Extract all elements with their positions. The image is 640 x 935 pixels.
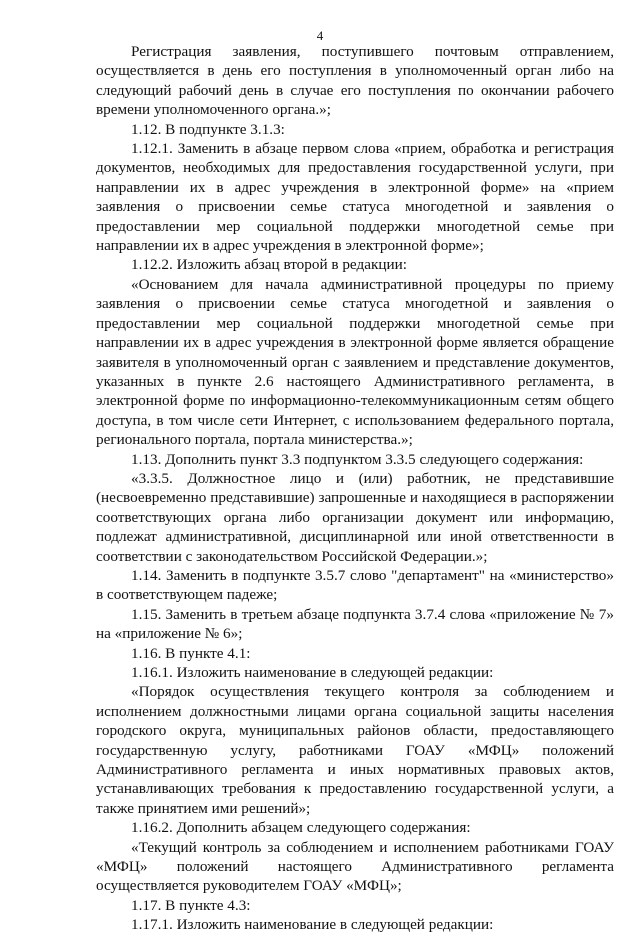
paragraph: 1.12. В подпункте 3.1.3: [131,120,285,138]
paragraph: 1.12.2. Изложить абзац второй в редакции: [131,256,407,274]
page-number: 4 [316,28,324,43]
paragraph: 1.16. В пункте 4.1: [131,644,251,662]
paragraph: Регистрация заявления, поступившего почтовым отправлением, осуществляется в день его поступления в уполномоченный орган либо на следующий рабочий день в случае его поступления по окончании рабочего времени уполномоченного органа.»; [96,43,614,119]
paragraph: 1.13. Дополнить пункт 3.3 подпунктом 3.3.5 следующего содержания: [131,450,584,468]
paragraph: 1.16.1. Изложить наименование в следующей редакции: [131,664,494,681]
paragraph: 1.14. Заменить в подпункте 3.5.7 слово "департамент" на «министерство» в соответствующем падеже; [96,566,614,604]
paragraph: «3.3.5. Должностное лицо и (или) работник, не представившие (несвоевременно представившие) запрошенные и находящиеся в распоряжении соответствующих органа либо организации документ или информацию, подлежат административной, дисциплинарной или иной ответственности в соответствии с законодательством Российской Федерации.»; [96,469,614,565]
document-body [96,42,614,935]
paragraph: 1.15. Заменить в третьем абзаце подпункта 3.7.4 слова «приложение № 7» на «приложение № 6»; [96,605,614,643]
paragraph: «Текущий контроль за соблюдением и исполнением работниками ГОАУ «МФЦ» положений настоящего Административного регламента осуществляется руководителем ГОАУ «МФЦ»; [96,838,614,895]
paragraph: 1.17. В пункте 4.3: [131,896,251,914]
paragraph: 1.16.2. Дополнить абзацем следующего содержания: [131,819,471,837]
paragraph: 1.12.1. Заменить в абзаце первом слова «прием, обработка и регистрация документов, необходимых для предоставления государственной услуги, при направлении их в адрес учреждения в электронной форме» на «прием заявления о присвоении семье статуса многодетной и заявления о предоставлении мер социальной поддержки многодетной семье при направлении их в адрес учреждения в электронной форме»; [96,140,614,255]
paragraph: «Порядок осуществления текущего контроля за соблюдением и исполнением должностными лицами органа социальной защиты населения городского округа, муниципальных районов области, предоставляющего государственную услугу, работниками ГОАУ «МФЦ» положений Административного регламента и иных нормативных правовых актов, устанавливающих требования к предоставлению государственной услуги, а также принятием ими решений»; [96,683,614,817]
paragraph: 1.17.1. Изложить наименование в следующей редакции: [131,916,494,934]
paragraph: «Основанием для начала административной процедуры по приему заявления о присвоении семье статуса многодетной и заявления о предоставлении мер социальной поддержки многодетной семье при направлении их в адрес учреждения в электронной форме является обращение заявителя в уполномоченный орган с заявлением и представление документов, указанных в пункте 2.6 настоящего Административного регламента, в электронной форме по информационно-телекоммуникационным сетям общего доступа, в том числе сети Интернет, с использованием федерального портала, регионального портала, портала министерства.»; [96,275,614,449]
